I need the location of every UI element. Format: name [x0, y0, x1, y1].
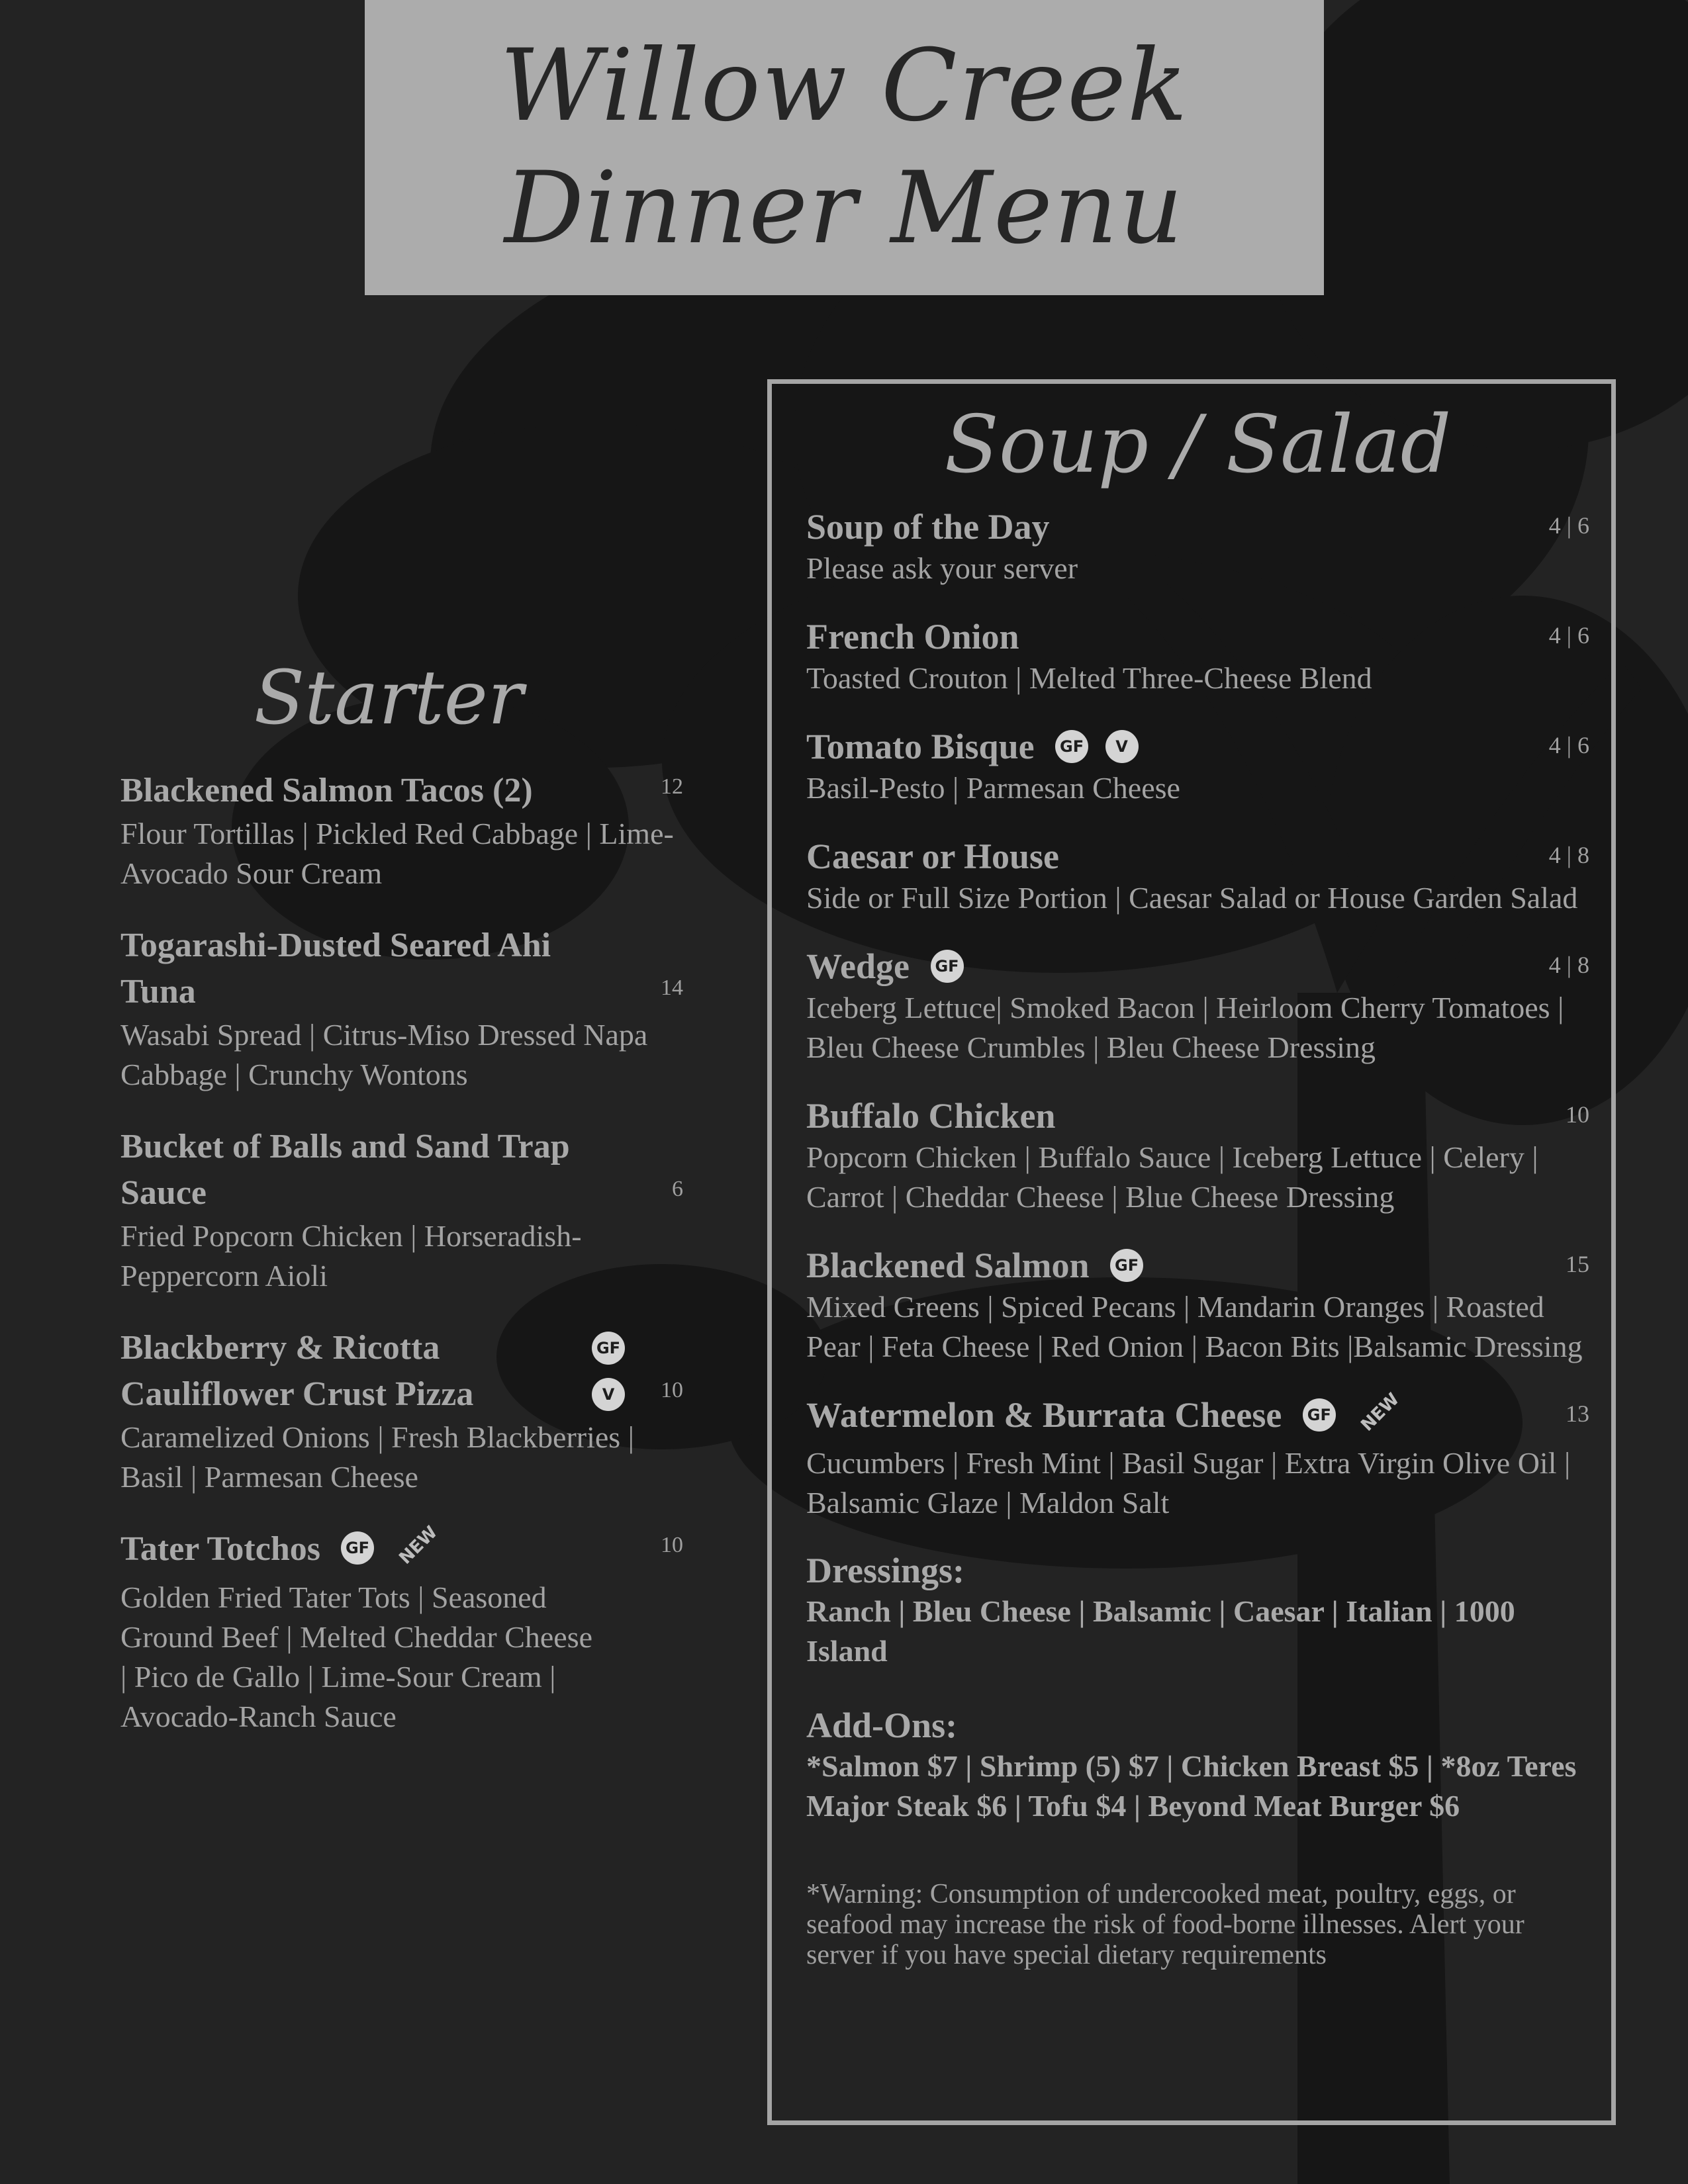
dressings-list: Ranch | Bleu Cheese | Balsamic | Caesar | Italian | 1000 Island [806, 1594, 1515, 1668]
menu-item [806, 944, 1589, 1068]
menu-item [806, 1389, 1589, 1523]
item-name: Togarashi-Dusted Seared Ahi Tuna [120, 927, 551, 1011]
item-description: Cucumbers | Fresh Mint | Basil Sugar | Extra Virgin Olive Oil | Balsamic Glaze | Maldon Salt [806, 1446, 1571, 1520]
item-price: 10 [661, 1533, 683, 1557]
item-name: French Onion [806, 617, 1019, 657]
menu-item [120, 1124, 683, 1296]
item-description: Caramelized Onions | Fresh Blackberries | Basil | Parmesan Cheese [120, 1420, 634, 1494]
gluten-free-icon: GF [1303, 1398, 1336, 1432]
item-description: Popcorn Chicken | Buffalo Sauce | Iceberg Lettuce | Celery | Carrot | Cheddar Cheese | Blue Cheese Dressing [806, 1140, 1538, 1214]
item-description: Toasted Crouton | Melted Three-Cheese Blend [806, 661, 1372, 695]
item-description: Basil-Pesto | Parmesan Cheese [806, 771, 1180, 805]
menu-item [120, 923, 683, 1095]
dressings-heading: Dressings: [806, 1551, 965, 1590]
restaurant-name: Willow Creek [500, 28, 1189, 144]
item-name-row [806, 944, 1589, 988]
item-price: 12 [661, 774, 683, 799]
item-name: Buffalo Chicken [806, 1096, 1056, 1136]
menu-name: Dinner Menu [504, 151, 1185, 266]
menu-item [806, 505, 1589, 588]
gluten-free-icon: GF [1055, 730, 1088, 763]
menu-item [806, 835, 1589, 918]
menu-item [120, 1325, 683, 1497]
item-price: 4 | 6 [1548, 622, 1589, 649]
starter-section [120, 655, 683, 1766]
item-description: Mixed Greens | Spiced Pecans | Mandarin Oranges | Roasted Pear | Feta Cheese | Red Onion | Bacon Bits |Balsamic Dressing [806, 1290, 1583, 1363]
item-name: Blackened Salmon [806, 1246, 1090, 1285]
menu-item [806, 1094, 1589, 1217]
new-badge: NEW [1357, 1389, 1404, 1435]
item-price: 14 [661, 976, 683, 1000]
item-name: Tater Totchos [120, 1530, 320, 1568]
item-price: 15 [1566, 1251, 1589, 1277]
menu-item [806, 615, 1589, 698]
gluten-free-icon: GF [931, 950, 964, 983]
item-name-row [806, 725, 1589, 768]
item-name: Watermelon & Burrata Cheese [806, 1395, 1282, 1435]
item-name: Tomato Bisque [806, 727, 1035, 766]
item-price: 10 [1566, 1101, 1589, 1128]
item-name: Caesar or House [806, 837, 1059, 876]
item-price: 13 [1566, 1400, 1589, 1427]
menu-item [120, 1522, 683, 1737]
addons-heading: Add-Ons: [806, 1706, 958, 1745]
item-name: Wedge [806, 946, 910, 986]
item-price: 4 | 8 [1548, 952, 1589, 978]
gluten-free-icon: GF [341, 1531, 374, 1565]
item-price: 4 | 6 [1548, 732, 1589, 758]
item-name-row [806, 1389, 1589, 1443]
food-safety-warning: *Warning: Consumption of undercooked meat, poultry, eggs, or seafood may increase the risk of food-borne illnesses. Alert your server if you have special dietary requirements [806, 1879, 1524, 1970]
menu-item [806, 1244, 1589, 1367]
item-name: Blackened Salmon Tacos (2) [120, 772, 533, 809]
item-description: Flour Tortillas | Pickled Red Cabbage | Lime-Avocado Sour Cream [120, 817, 674, 890]
item-name-row [120, 1522, 683, 1578]
item-description: Fried Popcorn Chicken | Horseradish-Peppercorn Aioli [120, 1219, 582, 1293]
item-name-row [806, 1244, 1589, 1287]
item-description: Wasabi Spread | Citrus-Miso Dressed Napa Cabbage | Crunchy Wontons [120, 1018, 648, 1091]
soup-salad-heading: Soup / Salad [944, 399, 1452, 491]
gluten-free-icon: GF [1110, 1249, 1143, 1282]
item-name: Soup of the Day [806, 507, 1050, 547]
item-price: 4 | 6 [1548, 512, 1589, 539]
item-description: Please ask your server [806, 551, 1078, 585]
vegetarian-icon: V [1105, 730, 1139, 763]
item-name-line1: Blackberry & Ricotta GF [120, 1325, 683, 1371]
menu-item [120, 768, 683, 893]
addons-list: *Salmon $7 | Shrimp (5) $7 | Chicken Breast $5 | *8oz Teres Major Steak $6 | Tofu $4 | Beyond Meat Burger $6 [806, 1749, 1577, 1823]
item-price: 6 [672, 1177, 683, 1201]
new-badge: NEW [395, 1522, 442, 1569]
item-price: 4 | 8 [1548, 842, 1589, 868]
item-description: Side or Full Size Portion | Caesar Salad or House Garden Salad [806, 881, 1578, 915]
item-description: Iceberg Lettuce| Smoked Bacon | Heirloom Cherry Tomatoes | Bleu Cheese Crumbles | Bleu Cheese Dressing [806, 991, 1564, 1064]
item-name: Bucket of Balls and Sand Trap Sauce [120, 1128, 570, 1212]
item-price: 10 [661, 1378, 683, 1402]
menu-item [806, 725, 1589, 808]
vegetarian-icon: V [592, 1378, 625, 1411]
gluten-free-icon: GF [592, 1332, 625, 1365]
item-description: Golden Fried Tater Tots | Seasoned Ground Beef | Melted Cheddar Cheese | Pico de Gallo | Lime-Sour Cream | Avocado-Ranch Sauce [120, 1580, 593, 1733]
item-name-line2: Cauliflower Crust Pizza V [120, 1371, 683, 1418]
starter-heading: Starter [254, 655, 524, 741]
soup-salad-section [767, 379, 1616, 2125]
menu-title-banner [365, 0, 1324, 295]
